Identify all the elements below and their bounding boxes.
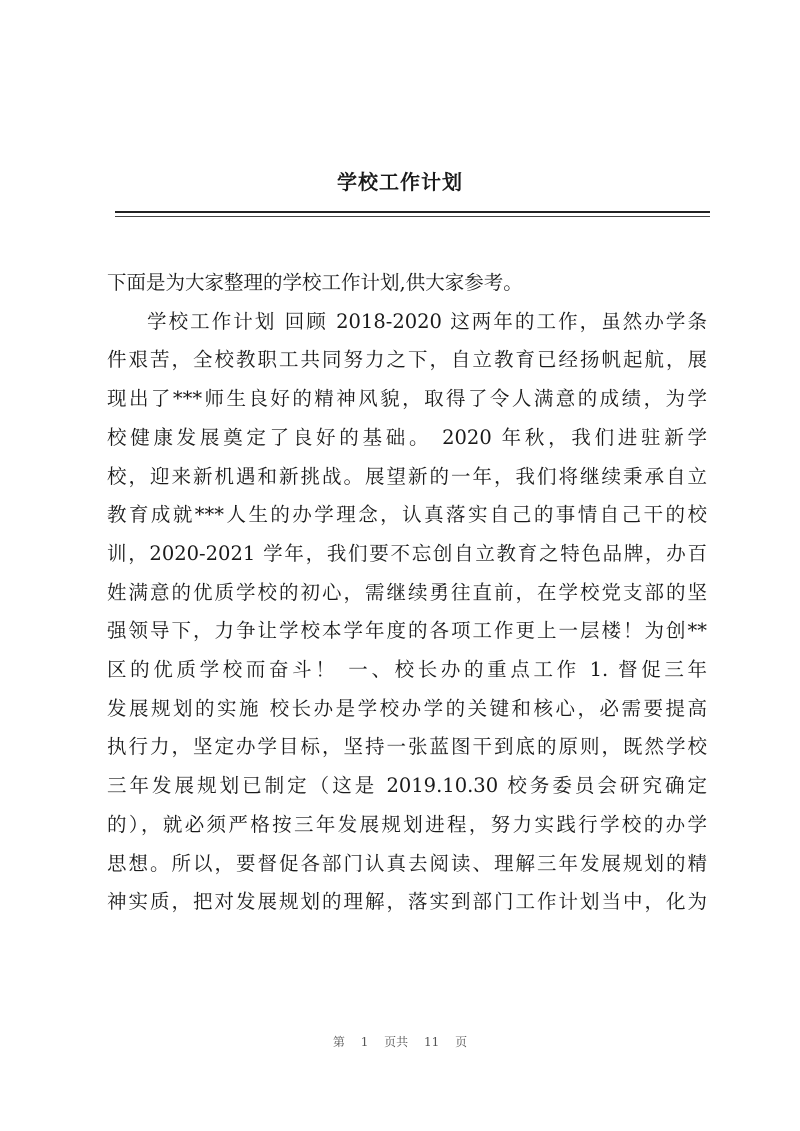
paragraph-line: 姓满意的优质学校的初心，需继续勇往直前，在学校党支部的坚 <box>107 580 707 604</box>
paragraph-line: 区的优质学校而奋斗！ 一、校长办的重点工作 1. 督促三年 <box>107 658 707 682</box>
paragraph-line: 校，迎来新机遇和新挑战。展望新的一年，我们将继续秉承自立 <box>107 464 707 488</box>
paragraph-line: 强领导下，力争让学校本学年度的各项工作更上一层楼！为创** <box>107 619 707 643</box>
paragraph-line: 思想。所以，要督促各部门认真去阅读、理解三年发展规划的精 <box>107 851 707 875</box>
page-label-suffix: 页 <box>455 1035 468 1049</box>
paragraph-line: 的），就必须严格按三年发展规划进程，努力实践行学校的办学 <box>107 812 707 836</box>
page-footer <box>0 1033 800 1050</box>
paragraph-line: 学校工作计划 回顾 2018-2020 这两年的工作，虽然办学条 <box>147 309 707 333</box>
paragraph-line: 神实质，把对发展规划的理解，落实到部门工作计划当中，化为 <box>107 890 707 914</box>
paragraph-line: 教育成就***人生的办学理念，认真落实自己的事情自己干的校 <box>107 503 707 527</box>
total-pages: 11 <box>424 1035 440 1049</box>
page-label-prefix: 第 <box>332 1035 345 1049</box>
title-underline <box>115 211 710 213</box>
page-number: 1 <box>360 1035 369 1049</box>
paragraph-line: 件艰苦，全校教职工共同努力之下，自立教育已经扬帆起航，展 <box>107 348 707 372</box>
paragraph-line: 现出了***师生良好的精神风貌，取得了令人满意的成绩，为学 <box>107 387 707 411</box>
document-body <box>107 264 707 922</box>
intro-line: 下面是为大家整理的学校工作计划,供大家参考。 <box>107 271 523 294</box>
paragraph-line: 发展规划的实施 校长办是学校办学的关键和核心，必需要提高 <box>107 696 707 720</box>
document-title: 学校工作计划 <box>337 170 463 194</box>
paragraph-line: 执行力，坚定办学目标，坚持一张蓝图干到底的原则，既然学校 <box>107 735 707 759</box>
title-underline-thin <box>115 216 710 217</box>
paragraph-line: 训，2020-2021 学年，我们要不忘创自立教育之特色品牌，办百 <box>107 541 707 565</box>
page-label-middle: 页共 <box>384 1035 409 1049</box>
paragraph-line: 三年发展规划已制定（这是 2019.10.30 校务委员会研究确定 <box>107 774 707 798</box>
paragraph-line: 校健康发展奠定了良好的基础。 2020 年秋，我们进驻新学 <box>107 425 707 449</box>
